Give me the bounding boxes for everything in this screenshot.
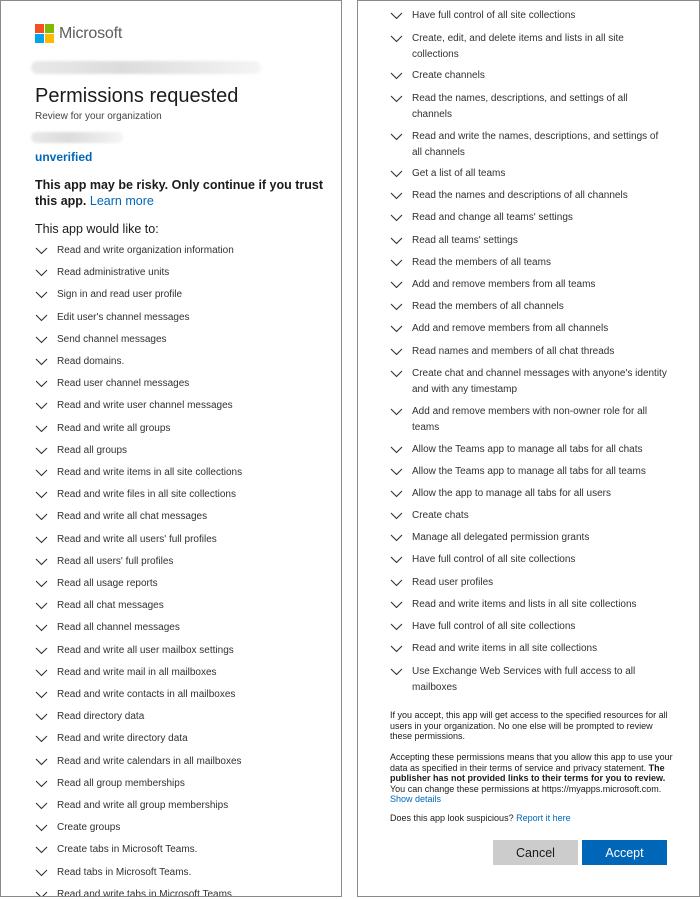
chevron-down-icon	[390, 303, 403, 311]
chevron-down-icon	[35, 624, 48, 632]
chevron-down-icon	[35, 824, 48, 832]
permission-item[interactable]	[390, 8, 670, 24]
chevron-down-icon	[35, 846, 48, 854]
chevron-down-icon	[35, 691, 48, 699]
permission-item[interactable]	[390, 210, 670, 226]
chevron-down-icon	[35, 513, 48, 521]
permission-item[interactable]	[35, 776, 325, 792]
chevron-down-icon	[390, 601, 403, 609]
permission-label: Have full control of all site collections	[412, 10, 576, 21]
permission-label: Add and remove members from all teams	[412, 279, 596, 290]
chevron-down-icon	[35, 558, 48, 566]
risk-warning-text: This app may be risky. Only continue if you trust this app.	[35, 178, 324, 208]
permission-label: Use Exchange Web Services with full access to all mailboxes	[412, 666, 636, 693]
permission-label: Read all groups	[57, 444, 128, 456]
permission-label: Create, edit, and delete items and lists in all site collections	[412, 33, 624, 60]
learn-more-link[interactable]: Learn more	[89, 194, 154, 208]
chevron-down-icon	[390, 348, 403, 356]
permission-label: Send channel messages	[57, 333, 167, 345]
page-title: Permissions requested	[35, 85, 239, 107]
chevron-down-icon	[35, 447, 48, 455]
permission-item[interactable]	[390, 508, 670, 524]
permission-label: Read and write organization information	[57, 245, 234, 256]
permission-item[interactable]	[390, 166, 670, 182]
permission-item[interactable]	[35, 709, 325, 725]
permission-label: Allow the Teams app to manage all tabs for all teams	[412, 466, 646, 477]
chevron-down-icon	[35, 269, 48, 277]
chevron-down-icon	[390, 512, 403, 520]
permission-label: Read all teams' settings	[412, 235, 518, 246]
permission-label: Read administrative units	[57, 267, 170, 279]
chevron-down-icon	[390, 556, 403, 564]
chevron-down-icon	[35, 247, 48, 255]
chevron-down-icon	[390, 446, 403, 454]
chevron-down-icon	[35, 491, 48, 499]
permission-label: Read and write all chat messages	[57, 511, 208, 523]
permission-item[interactable]	[35, 754, 325, 770]
permission-item[interactable]	[35, 865, 325, 881]
permission-label: Read the names, descriptions, and settings of all channels	[412, 93, 628, 120]
permission-item[interactable]	[390, 321, 670, 337]
permission-item[interactable]	[390, 664, 670, 696]
chevron-down-icon	[390, 325, 403, 333]
permission-item[interactable]	[390, 486, 670, 502]
permission-label: Read names and members of all chat threads	[412, 346, 615, 357]
permission-label: Read and write the names, descriptions, and settings of all channels	[412, 131, 659, 158]
permission-label: Read all channel messages	[57, 622, 180, 634]
chevron-down-icon	[390, 214, 403, 222]
consent-panel-left	[0, 0, 342, 897]
permission-label: Read and write directory data	[57, 733, 188, 745]
permission-label: Read and write files in all site collections	[57, 489, 236, 501]
permission-label: Read and change all teams' settings	[412, 212, 573, 223]
permission-item[interactable]	[35, 554, 325, 570]
permission-label: Sign in and read user profile	[57, 289, 183, 301]
permission-item[interactable]	[35, 443, 325, 459]
permission-label: Read user channel messages	[57, 378, 190, 390]
permission-label: Read and write calendars in all mailboxes	[57, 755, 242, 767]
permission-label: Edit user's channel messages	[57, 311, 190, 323]
chevron-down-icon	[35, 669, 48, 677]
permission-label: Create channels	[412, 70, 485, 81]
permission-item[interactable]	[35, 354, 325, 370]
accept-button[interactable]: Accept	[582, 840, 667, 865]
permission-item[interactable]	[390, 552, 670, 568]
permission-item[interactable]	[35, 576, 325, 592]
chevron-down-icon	[35, 869, 48, 877]
permission-item[interactable]	[390, 619, 670, 635]
chevron-down-icon	[390, 668, 403, 676]
brand-name: Microsoft	[59, 24, 123, 42]
permission-label: Create groups	[57, 822, 121, 834]
permission-label: Have full control of all site collections	[412, 621, 576, 632]
permission-label: Create chats	[412, 510, 469, 521]
permission-label: Allow the Teams app to manage all tabs for all chats	[412, 444, 643, 455]
permission-label: Read and write all users' full profiles	[57, 533, 217, 545]
permission-item[interactable]	[35, 598, 325, 614]
permission-item[interactable]	[390, 366, 670, 398]
permission-item[interactable]	[35, 731, 325, 747]
permission-item[interactable]	[390, 442, 670, 458]
permission-item[interactable]	[390, 464, 670, 480]
redacted-app-name	[31, 132, 123, 143]
microsoft-logo-icon	[35, 24, 54, 43]
permission-label: Read and write mail in all mailboxes	[57, 666, 217, 678]
permission-item[interactable]	[390, 299, 670, 315]
permission-item[interactable]	[390, 129, 670, 161]
chevron-down-icon	[390, 370, 403, 378]
chevron-down-icon	[390, 12, 403, 20]
permission-item[interactable]	[390, 277, 670, 293]
permission-item[interactable]	[35, 887, 325, 897]
permission-label: Manage all delegated permission grants	[412, 532, 590, 543]
terms-suffix: You can change these permissions at https://myapps.microsoft.com.	[390, 783, 662, 794]
permission-item[interactable]	[35, 665, 325, 681]
chevron-down-icon	[35, 536, 48, 544]
permission-label: Read and write items in all site collections	[57, 467, 243, 478]
chevron-down-icon	[390, 35, 403, 43]
permission-item[interactable]	[35, 532, 325, 548]
permission-label: Create chat and channel messages with anyone's identity and with any timestamp	[412, 368, 667, 395]
permission-label: Allow the app to manage all tabs for all users	[412, 488, 611, 499]
chevron-down-icon	[35, 469, 48, 477]
permission-label: Read all group memberships	[57, 777, 185, 789]
chevron-down-icon	[390, 490, 403, 498]
permission-item[interactable]	[35, 842, 325, 858]
chevron-down-icon	[390, 281, 403, 289]
permission-item[interactable]	[35, 265, 325, 281]
permission-item[interactable]	[35, 643, 325, 659]
permission-label: Read and write all user mailbox settings	[57, 644, 234, 656]
permission-item[interactable]	[390, 31, 670, 63]
chevron-down-icon	[390, 623, 403, 631]
permission-label: Read all chat messages	[57, 600, 164, 612]
permission-item[interactable]	[35, 310, 325, 326]
permission-item[interactable]	[35, 465, 325, 481]
permission-item[interactable]	[390, 91, 670, 123]
permission-label: Read the members of all channels	[412, 301, 564, 312]
terms-bold: The publisher has not provided links to their terms for you to review.	[390, 762, 666, 783]
terms-note	[390, 752, 675, 805]
permission-item[interactable]	[390, 255, 670, 271]
chevron-down-icon	[390, 645, 403, 653]
suspicious-question: Does this app look suspicious?	[390, 813, 517, 823]
permission-label: Read directory data	[57, 711, 145, 723]
chevron-down-icon	[390, 237, 403, 245]
chevron-down-icon	[35, 291, 48, 299]
permission-item[interactable]	[35, 820, 325, 836]
permission-item[interactable]	[35, 243, 325, 259]
chevron-down-icon	[390, 72, 403, 80]
redacted-account	[31, 61, 261, 74]
chevron-down-icon	[35, 735, 48, 743]
terms-prefix: Accepting these permissions means that you allow this app to use your data as specified in their terms of service and privacy statement.	[390, 752, 673, 773]
permission-label: Create tabs in Microsoft Teams.	[57, 844, 198, 856]
chevron-down-icon	[35, 780, 48, 788]
permission-label: Read all users' full profiles	[57, 555, 174, 567]
permission-label: Read the members of all teams	[412, 257, 551, 268]
chevron-down-icon	[35, 380, 48, 388]
permission-item[interactable]	[35, 332, 325, 348]
suspicious-note	[390, 813, 675, 824]
permission-label: Have full control of all site collections	[412, 554, 576, 565]
show-details-link[interactable]: Show details	[390, 794, 442, 804]
permission-label: Read tabs in Microsoft Teams.	[57, 866, 192, 878]
chevron-down-icon	[35, 336, 48, 344]
chevron-down-icon	[35, 602, 48, 610]
permission-label: Read and write user channel messages	[57, 400, 233, 412]
permission-label: Read the names and descriptions of all channels	[412, 190, 628, 201]
permission-item[interactable]	[35, 421, 325, 437]
chevron-down-icon	[35, 358, 48, 366]
permission-label: Read domains.	[57, 356, 125, 367]
permission-item[interactable]	[390, 641, 670, 657]
chevron-down-icon	[390, 133, 403, 141]
permission-item[interactable]	[390, 344, 670, 360]
permission-item[interactable]	[390, 404, 670, 436]
permission-label: Add and remove members with non-owner role for all teams	[412, 406, 648, 433]
permission-item[interactable]	[35, 398, 325, 414]
chevron-down-icon	[390, 468, 403, 476]
report-link[interactable]: Report it here	[516, 813, 571, 823]
chevron-down-icon	[390, 579, 403, 587]
permission-item[interactable]	[35, 687, 325, 703]
permission-label: Read and write all group memberships	[57, 800, 229, 811]
permission-item[interactable]	[390, 68, 670, 84]
permission-label: Read user profiles	[412, 577, 494, 588]
permission-item[interactable]	[390, 233, 670, 249]
chevron-down-icon	[35, 314, 48, 322]
permission-label: Add and remove members from all channels	[412, 323, 609, 334]
permission-label: Read and write items and lists in all site collections	[412, 599, 637, 610]
permission-label: Read and write contacts in all mailboxes	[57, 689, 236, 700]
chevron-down-icon	[35, 891, 48, 897]
chevron-down-icon	[35, 647, 48, 655]
chevron-down-icon	[35, 580, 48, 588]
chevron-down-icon	[35, 802, 48, 810]
permission-label: Read and write all groups	[57, 422, 171, 434]
permission-item[interactable]	[35, 487, 325, 503]
page-subtitle: Review for your organization	[35, 111, 162, 122]
chevron-down-icon	[390, 259, 403, 267]
permission-item[interactable]	[35, 620, 325, 636]
permission-item[interactable]	[390, 188, 670, 204]
permission-label: Read and write items in all site collections	[412, 643, 598, 654]
publisher-status[interactable]: unverified	[35, 150, 93, 164]
chevron-down-icon	[390, 192, 403, 200]
permission-item[interactable]	[35, 798, 325, 814]
chevron-down-icon	[35, 425, 48, 433]
permission-item[interactable]	[390, 530, 670, 546]
accept-note: If you accept, this app will get access to the specified resources for all users in your organization. No one else will be prompted to review these permissions.	[390, 710, 668, 741]
chevron-down-icon	[35, 758, 48, 766]
permission-label: Read and write tabs in Microsoft Teams.	[57, 888, 235, 897]
permission-item[interactable]	[390, 575, 670, 591]
microsoft-logo	[35, 24, 122, 43]
chevron-down-icon	[390, 95, 403, 103]
risk-warning	[35, 177, 325, 209]
cancel-button[interactable]: Cancel	[493, 840, 578, 865]
chevron-down-icon	[390, 170, 403, 178]
permission-item[interactable]	[35, 287, 325, 303]
permission-item[interactable]	[35, 509, 325, 525]
permissions-intro: This app would like to:	[35, 222, 159, 236]
permission-item[interactable]	[390, 597, 670, 613]
chevron-down-icon	[35, 713, 48, 721]
chevron-down-icon	[35, 402, 48, 410]
chevron-down-icon	[390, 408, 403, 416]
chevron-down-icon	[390, 534, 403, 542]
permission-label: Read all usage reports	[57, 578, 158, 589]
permission-item[interactable]	[35, 376, 325, 392]
permission-label: Get a list of all teams	[412, 168, 506, 179]
